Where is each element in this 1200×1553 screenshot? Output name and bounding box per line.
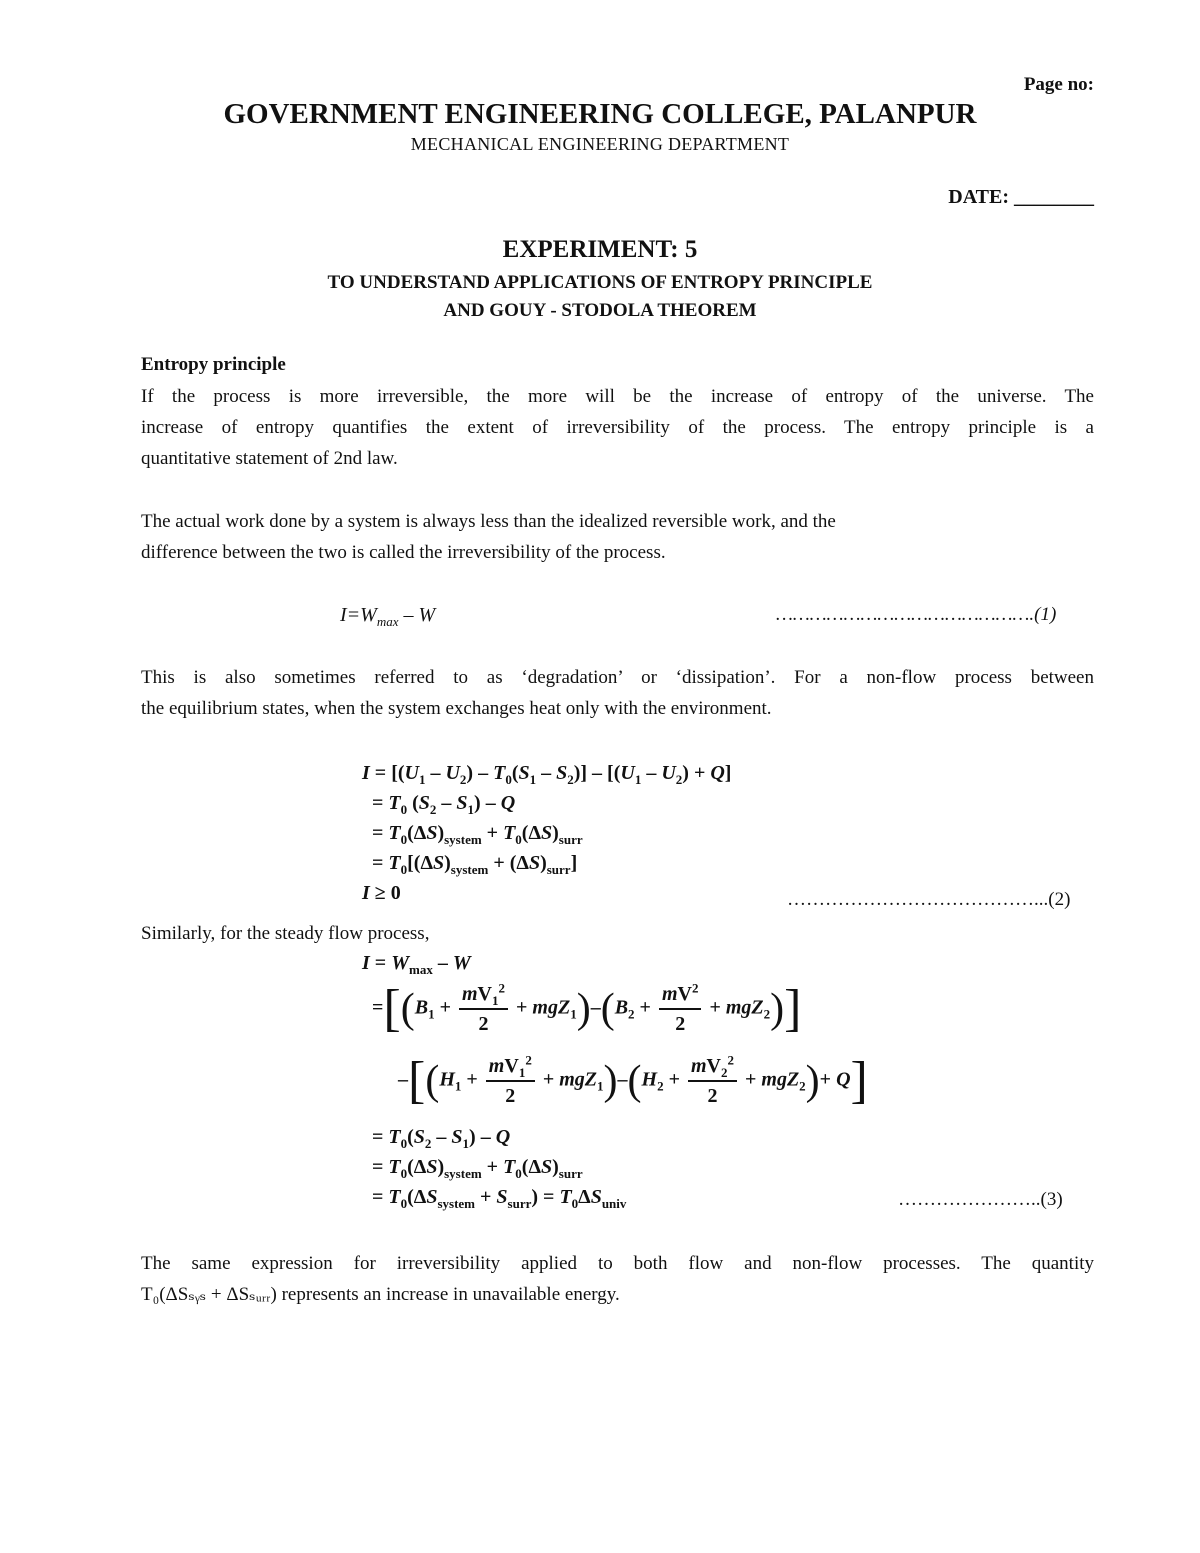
college-name: GOVERNMENT ENGINEERING COLLEGE, PALANPUR: [223, 98, 977, 130]
paragraph-1-line-2: increase of entropy quantifies the extent of irreversibility of the process. The entropy principle is a: [141, 417, 1094, 438]
paragraph-2-line-1: The actual work done by a system is always less than the idealized reversible work, and the: [141, 511, 836, 532]
paragraph-1-line-3: quantitative statement of 2nd law.: [141, 448, 398, 469]
equation-block-2: [362, 758, 731, 908]
equation-3-line-4: = $T_0(S_2 - S_1)$ – Q: [372, 1126, 511, 1151]
paragraph-2: [141, 506, 1094, 568]
paragraph-4: Similarly, for the steady flow process,: [141, 923, 430, 944]
page-number-label: Page no:: [1023, 74, 1094, 95]
department-name: MECHANICAL ENGINEERING DEPARTMENT: [410, 134, 790, 154]
equation-1-number: ……………………………………….(1): [776, 604, 1057, 625]
paragraph-5: [141, 1248, 1094, 1310]
section-heading: Entropy principle: [141, 354, 286, 375]
equation-1: $I=W_{max} - W$: [340, 604, 436, 629]
equation-block-3: [362, 948, 868, 1212]
experiment-subtitle-line1: TO UNDERSTAND APPLICATIONS OF ENTROPY PRINCIPLE: [327, 272, 873, 293]
paragraph-2-line-2: difference between the two is called the irreversibility of the process.: [141, 542, 666, 563]
equation-2-line-4: = $T_0[(\Delta S)_{system} + (\Delta S)_{surr}]$: [372, 852, 578, 877]
equation-2-line-1: $I = [(U_1 - U_2) - T_0(S_1 - S_2)] - [(U_1 - U_2) + Q]$: [362, 762, 732, 787]
paragraph-3: [141, 662, 1094, 724]
equation-2-number: …………………………………...(2): [787, 889, 1071, 910]
equation-3-line-6: = $T_0(\Delta S_{system} + S_{surr}) = T_0\Delta S_{univ}$: [372, 1186, 627, 1211]
paragraph-1-line-1: If the process is more irreversible, the more will be the increase of entropy of the universe. The: [141, 386, 1094, 407]
paragraph-5-line-1: The same expression for irreversibility applied to both flow and non-flow processes. The quantity: [141, 1253, 1094, 1274]
paragraph-1: [141, 381, 1094, 474]
equation-3-line-3: $-[(H_1$ + $\frac{mV_1^2}{2}$ + $mgZ_1)-(H_2$ + $\frac{mV_2^2}{2}$ + mgZ$_2$)+ Q]: [398, 1052, 868, 1109]
paragraph-5-line-2: T₀(ΔSₛᵧₛ + ΔSₛᵤᵣᵣ) represents an increase in unavailable energy.: [141, 1284, 620, 1305]
equation-3-line-2: $=[(B_1$ + $\frac{mV_1^2}{2}$ + $mgZ_1)-(B_2$ + $\frac{mV^2}{2}$ + mgZ$_2$)]: [372, 980, 802, 1037]
equation-3-line-5: = $T_0(\Delta S)_{system} + T_0(\Delta S)_{surr}$: [372, 1156, 583, 1181]
equation-3-number: …………………..(3): [898, 1189, 1063, 1210]
equation-3-line-1: $I = W_{max} - W$: [362, 952, 471, 977]
paragraph-3-line-1: This is also sometimes referred to as ‘degradation’ or ‘dissipation’. For a non-flow process between: [141, 667, 1094, 688]
equation-2-line-3: = $T_0(\Delta S)_{system} + T_0(\Delta S)_{surr}$: [372, 822, 583, 847]
paragraph-3-line-2: the equilibrium states, when the system exchanges heat only with the environment.: [141, 698, 772, 719]
experiment-title: EXPERIMENT: 5: [502, 236, 698, 263]
equation-2-line-2: = $T_0$ $(S_2 - S_1)$ – Q: [372, 792, 516, 817]
equation-2-line-5: I ≥ 0: [362, 882, 401, 904]
experiment-subtitle-line2: AND GOUY - STODOLA THEOREM: [443, 300, 757, 321]
date-field: DATE: ________: [948, 186, 1094, 208]
